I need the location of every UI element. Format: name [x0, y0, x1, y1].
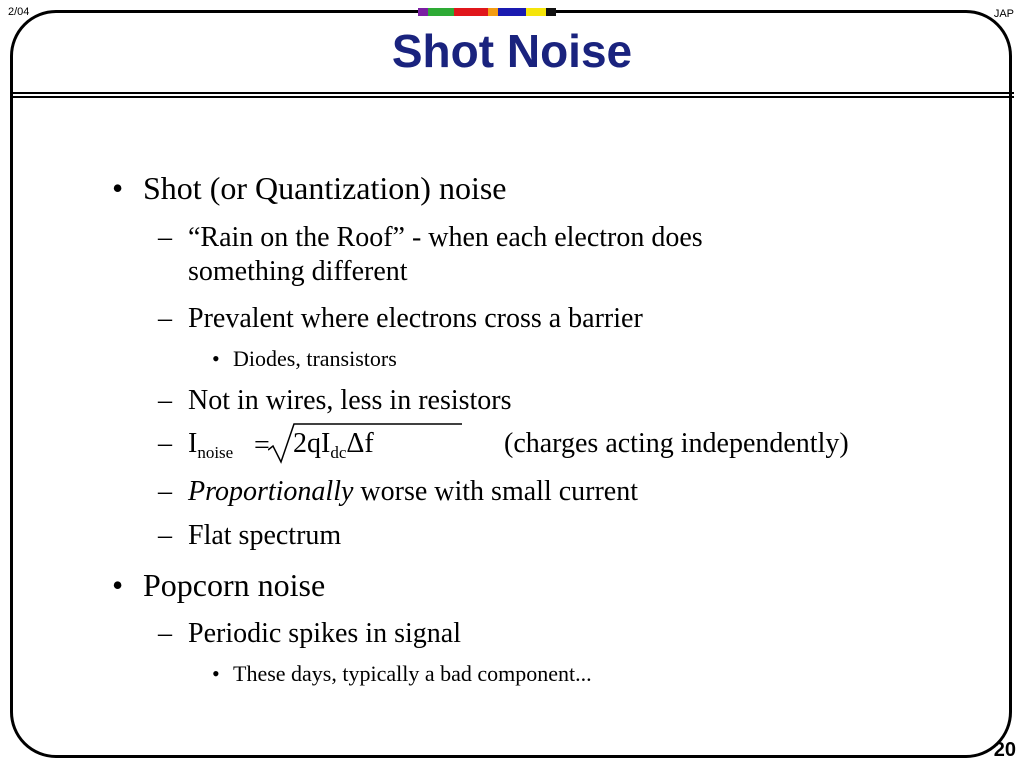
formula-i-symbol: I — [188, 428, 198, 459]
subbullet-not-in-wires: Not in wires, less in resistors — [188, 385, 512, 416]
formula-dc-subscript: dc — [330, 443, 347, 462]
bullet-popcorn-noise: Popcorn noise — [143, 567, 326, 603]
dash-marker: – — [158, 618, 172, 649]
subbullet-proportionally — [188, 476, 638, 508]
bullet-marker: • — [212, 661, 220, 686]
formula-equals: = — [254, 430, 270, 461]
formula-i-noise — [188, 428, 233, 463]
subbullet-flat-spectrum: Flat spectrum — [188, 520, 342, 551]
page-number: 20 — [993, 739, 1016, 761]
formula-noise-subscript: noise — [197, 443, 234, 462]
subbullet-rain-line1: “Rain on the Roof” - when each electron does — [188, 222, 703, 253]
dash-marker: – — [158, 520, 172, 551]
emphasis-proportionally: Proportionally — [188, 476, 354, 507]
dash-marker: – — [158, 385, 172, 416]
bullet-marker: • — [112, 567, 124, 603]
formula-note: (charges acting independently) — [504, 428, 849, 459]
dash-marker: – — [158, 303, 172, 334]
subbullet-periodic-spikes: Periodic spikes in signal — [188, 618, 461, 649]
subbullet-prevalent: Prevalent where electrons cross a barrier — [188, 303, 643, 334]
subbullet-rain-line2: something different — [188, 256, 408, 287]
bullet-shot-noise: Shot (or Quantization) noise — [143, 170, 507, 206]
bullet-marker: • — [212, 346, 220, 371]
dash-marker: – — [158, 428, 172, 459]
dash-marker: – — [158, 222, 172, 253]
formula-delta-f: Δf — [346, 428, 374, 459]
dash-marker: – — [158, 476, 172, 507]
formula-2qi: 2qI — [293, 428, 331, 459]
date-label: 2/04 — [8, 6, 30, 18]
subsub-diodes: Diodes, transistors — [233, 346, 397, 371]
formula-expression — [293, 428, 374, 463]
subsub-bad-component: These days, typically a bad component... — [233, 661, 592, 686]
page-title: Shot Noise — [391, 25, 633, 77]
bullet-marker: • — [112, 170, 124, 206]
author-label: JAP — [993, 8, 1014, 20]
proportionally-rest: worse with small current — [353, 476, 638, 507]
